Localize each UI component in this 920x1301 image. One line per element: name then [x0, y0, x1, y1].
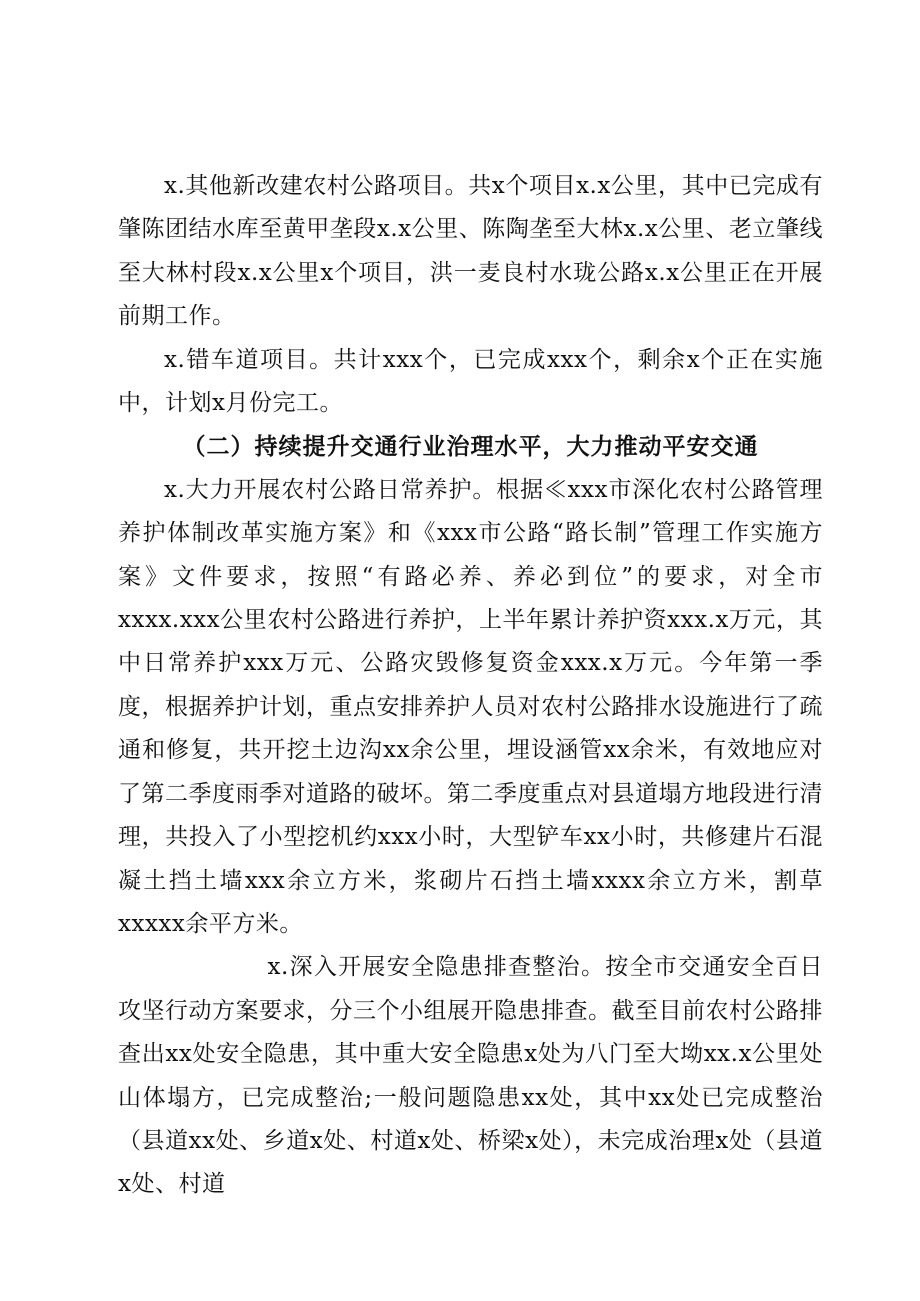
paragraph-safety: x.深入开展安全隐患排查整治。按全市交通安全百日攻坚行动方案要求，分三个小组展开隐患排查。截至目前农村公路排查出xx处安全隐患，其中重大安全隐患x处为八门至大坳xx.x公里处山体塌方，已完成整治;一般问题隐患xx处，其中xx处已完成整治（县道xx处、乡道x处、村道x处、桥梁x处），未完成治理x处（县道x处、村道	[118, 954, 823, 1198]
section-heading: （二）持续提升交通行业治理水平，大力推动平安交通	[182, 433, 759, 461]
paragraph-other-roads: x.其他新改建农村公路项目。共x个项目x.x公里，其中已完成有肇陈团结水库至黄甲垄段x.x公里、陈陶垄至大林x.x公里、老立肇线至大林村段x.x公里x个项目，洪一麦良村水珑公路x.x公里正在开展前期工作。	[118, 173, 823, 330]
paragraph-passing-lane: x.错车道项目。共计xxx个，已完成xxx个，剩余x个正在实施中，计划x月份完工。	[118, 346, 823, 417]
paragraph-maintenance: x.大力开展农村公路日常养护。根据≪xxx市深化农村公路管理养护体制改革实施方案》和《xxx市公路“路长制”管理工作实施方案》文件要求，按照“有路必养、养必到位”的要求，对全市xxxx.xxx公里农村公路进行养护，上半年累计养护资xxx.x万元，其中日常养护xxx万元、公路灾毁修复资金xxx.x万元。今年第一季度，根据养护计划，重点安排养护人员对农村公路排水设施进行了疏通和修复，共开挖土边沟xx余公里，埋设涵管xx余米，有效地应对了第二季度雨季对道路的破坏。第二季度重点对县道塌方地段进行清理，共投入了小型挖机约xxx小时，大型铲车xx小时，共修建片石混凝土挡土墙xxx余立方米，浆砌片石挡土墙xxxx余立方米，割草xxxxx余平方米。	[118, 476, 823, 937]
document-body	[118, 165, 823, 1207]
